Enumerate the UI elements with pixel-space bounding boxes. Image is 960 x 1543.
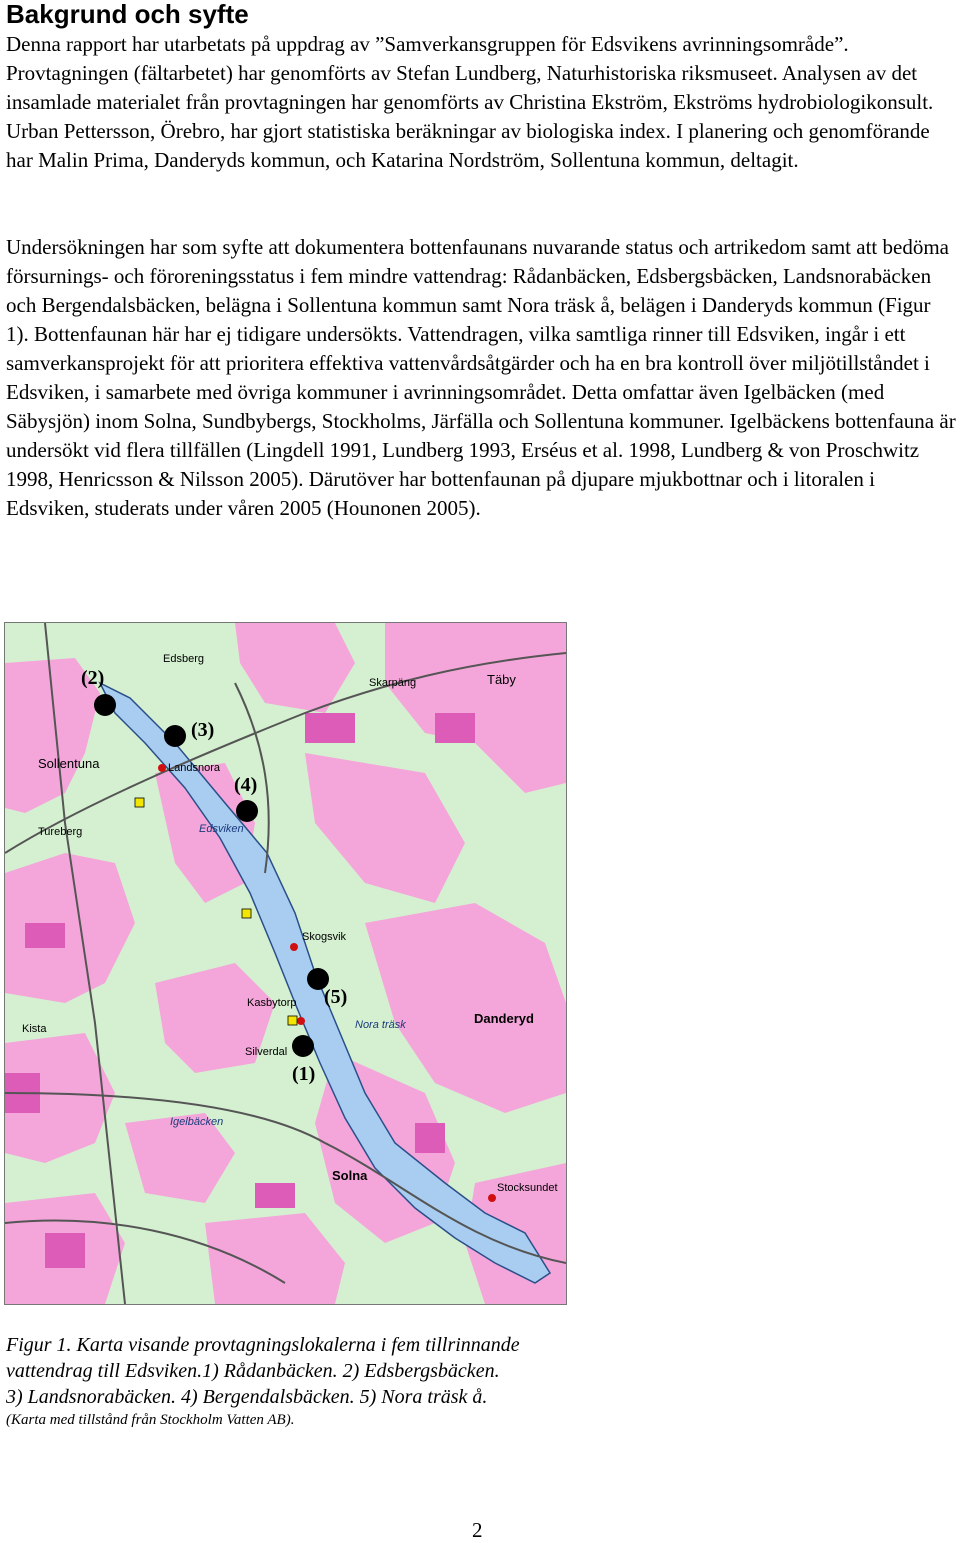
site-1-marker [292, 1035, 314, 1057]
place-edsberg: Edsberg [163, 653, 204, 665]
place-danderyd: Danderyd [474, 1011, 534, 1026]
site-1-label: (1) [292, 1063, 316, 1085]
place-skogsvik: Skogsvik [302, 931, 347, 943]
place-nora-trask: Nora träsk [355, 1019, 406, 1031]
place-kasbytorp: Kasbytorp [247, 997, 297, 1009]
caption-line-2: vattendrag till Edsviken.1) Rådanbäcken. 2) Edsbergsbäcken. [6, 1360, 500, 1382]
place-skarpang: Skarpäng [369, 677, 417, 689]
site-4-label: (4) [234, 774, 258, 796]
caption-line-1: Figur 1. Karta visande provtagningslokalerna i fem tillrinnande [6, 1334, 520, 1356]
site-2-marker [94, 694, 116, 716]
place-igelbacken: Igelbäcken [170, 1116, 224, 1128]
site-5-label: (5) [324, 986, 348, 1008]
caption-line-3: 3) Landsnorabäcken. 4) Bergendalsbäcken. 5) Nora träsk å. [6, 1386, 488, 1408]
figure-caption [6, 1332, 706, 1430]
site-2-label: (2) [81, 667, 105, 689]
place-landsnora: Landsnora [168, 762, 220, 774]
section-heading: Bakgrund och syfte [6, 0, 249, 29]
place-kista: Kista [22, 1023, 47, 1035]
place-sollentuna: Sollentuna [38, 756, 100, 771]
purpose-paragraph: Undersökningen har som syfte att dokumentera bottenfaunans nuvarande status och artrikedom samt att bedöma försurnings- och föroreningsstatus i fem mindre vattendrag: Rådanbäcken, Edsbergsbäcken, Landsnorabäcken och Bergendalsbäcken, belägna i Sollentuna kommun samt Nora träsk å, belägen i Danderyds kommun (Figur 1). Bottenfaunan här har ej tidigare undersökts. Vattendragen, vilka samtliga rinner till Edsviken, ingår i ett samverkansprojekt för att prioritera effektiva vattenvårdsåtgärder och ha en bra kontroll över miljötillståndet i Edsviken, i samarbete med övriga kommuner i avrinningsområdet. Detta omfattar även Igelbäcken (med Säbysjön) inom Solna, Sundbybergs, Stockholms, Järfälla och Sollentuna kommuner. Igelbäckens bottenfauna är undersökt vid flera tillfällen (Lingdell 1991, Lundberg 1993, Erséus et al. 1998, Lundberg & von Proschwitz 1998, Henricsson & Nilsson 2005). Därutöver har bottenfaunan på djupare mjukbottnar och i litoralen i Edsviken, studerats under våren 2005 (Hounonen 2005). [6, 235, 956, 520]
place-tureberg: Tureberg [38, 826, 83, 838]
place-silverdal: Silverdal [245, 1046, 288, 1058]
place-solna: Solna [332, 1168, 368, 1183]
place-edsviken: Edsviken [199, 823, 244, 835]
caption-credit: (Karta med tillstånd från Stockholm Vatten AB). [6, 1412, 295, 1428]
site-3-label: (3) [191, 719, 215, 741]
place-taby: Täby [487, 672, 516, 687]
site-map [4, 622, 567, 1305]
intro-paragraph: Denna rapport har utarbetats på uppdrag av ”Samverkansgruppen för Edsvikens avrinningsområde”. Provtagningen (fältarbetet) har genomförts av Stefan Lundberg, Naturhistoriska riksmuseet. Analysen av det insamlade materialet från provtagningen har genomförts av Christina Ekström, Ekströms hydrobiologikonsult. Urban Pettersson, Örebro, har gjort statistiska beräkningar av biologiska index. I planering och genomförande har Malin Prima, Danderyds kommun, och Katarina Nordström, Sollentuna kommun, deltagit. [6, 32, 934, 172]
page-number: 2 [472, 1518, 483, 1542]
site-4-marker [236, 800, 258, 822]
place-stocksundet: Stocksundet [497, 1182, 558, 1194]
site-3-marker [164, 725, 186, 747]
